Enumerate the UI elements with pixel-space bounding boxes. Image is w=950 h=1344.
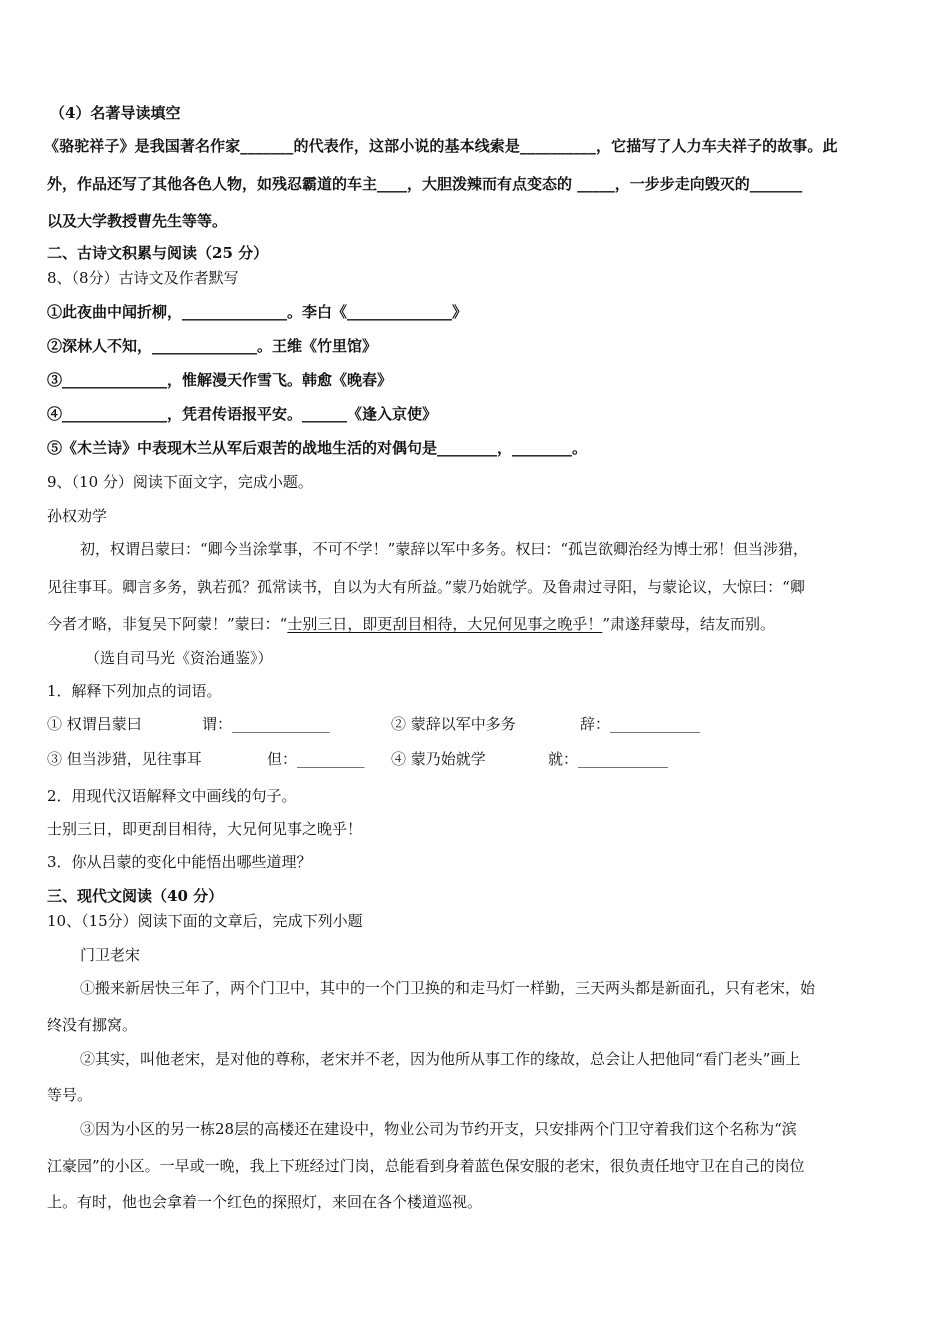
- q9-word-1-phrase: ① 权谓吕蒙曰: [47, 715, 142, 733]
- q9-word-3-blank: 但：_________: [267, 750, 365, 768]
- reading-fill-line-1: 《骆驼祥子》是我国著名作家_______的代表作，这部小说的基本线索是__________，它描写了人力车夫祥子的故事。此: [44, 137, 838, 155]
- reading-fill-line-3: 以及大学教授曹先生等等。: [47, 212, 228, 230]
- q10-p3-line-3: 上。有时，他也会拿着一个红色的探照灯，来回在各个楼道巡视。: [47, 1193, 483, 1211]
- q8-item-5: ⑤《木兰诗》中表现木兰从军后艰苦的战地生活的对偶句是________，________。: [47, 439, 588, 457]
- q10-p2-line-1: ②其实，叫他老宋，是对他的尊称，老宋并不老，因为他所从事工作的缘故，总会让人把他同“看门老头”画上: [80, 1050, 801, 1068]
- q9-sub-1: 1．解释下列加点的词语。: [47, 682, 222, 700]
- q9-word-1-blank: 谓：_____________: [202, 715, 330, 733]
- q10-p2-line-2: 等号。: [47, 1086, 93, 1104]
- q9-title: 9、（10 分）阅读下面文字，完成小题。: [47, 473, 313, 491]
- q10-passage-title: 门卫老宋: [80, 946, 141, 964]
- q10-p3-line-2: 江豪园”的小区。一早或一晚，我上下班经过门岗，总能看到身着蓝色保安服的老宋，很负责任地守卫在自己的岗位: [47, 1157, 805, 1175]
- q9-passage-title: 孙权劝学: [47, 507, 108, 525]
- q9-underlined-sentence: 士别三日，即更刮目相待，大兄何见事之晚乎！: [287, 615, 603, 633]
- q8-item-2: ②深林人不知，______________。王维《竹里馆》: [47, 337, 378, 355]
- q9-passage-line-3: [47, 614, 775, 634]
- q8-item-4: ④______________，凭君传语报平安。______《逢入京使》: [47, 405, 438, 423]
- q9-sub-3: 3．你从吕蒙的变化中能悟出哪些道理？: [47, 853, 312, 871]
- q9-sub-2: 2．用现代汉语解释文中画线的句子。: [47, 787, 297, 805]
- q8-item-3: ③______________，惟解漫天作雪飞。韩愈《晚春》: [47, 371, 393, 389]
- q8-item-1: ①此夜曲中闻折柳，______________。李白《______________》: [47, 303, 468, 321]
- q9-sub-2-sentence: 士别三日，即更刮目相待，大兄何见事之晚乎！: [47, 820, 363, 838]
- q9-word-3-phrase: ③ 但当涉猎，见往事耳: [47, 750, 202, 768]
- q9-passage-line-3-end: ”肃遂拜蒙母，结友而别。: [602, 615, 776, 633]
- q9-word-4-blank: 就：____________: [548, 750, 669, 768]
- reading-fill-heading: （4）名著导读填空: [50, 104, 181, 122]
- q9-word-2-blank: 辞：____________: [580, 715, 701, 733]
- q10-p1-line-2: 终没有挪窝。: [47, 1016, 138, 1034]
- section-3-title: 三、现代文阅读（40 分）: [47, 887, 224, 905]
- q9-source: （选自司马光《资治通鉴》）: [85, 649, 273, 667]
- reading-fill-line-2: 外，作品还写了其他各色人物，如残忍霸道的车主____，大胆泼辣而有点变态的 _____，一步步走向毁灭的_______: [47, 175, 803, 193]
- q9-passage-line-2: 见往事耳。卿言多务，孰若孤？孤常读书，自以为大有所益。”蒙乃始就学。及鲁肃过寻阳，与蒙论议，大惊曰：“卿: [47, 578, 805, 596]
- section-2-title: 二、古诗文积累与阅读（25 分）: [47, 244, 269, 262]
- q10-p1-line-1: ①搬来新居快三年了，两个门卫中，其中的一个门卫换的和走马灯一样勤，三天两头都是新面孔，只有老宋，始: [80, 979, 816, 997]
- q10-title: 10、（15分）阅读下面的文章后，完成下列小题: [47, 912, 363, 930]
- q9-word-2-phrase: ② 蒙辞以军中多务: [391, 715, 516, 733]
- q9-word-4-phrase: ④ 蒙乃始就学: [391, 750, 486, 768]
- q9-passage-line-1: 初，权谓吕蒙曰：“卿今当涂掌事，不可不学！”蒙辞以军中多务。权曰：“孤岂欲卿治经为博士邪！但当涉猎，: [80, 540, 809, 558]
- q9-passage-line-3-start: 今者才略，非复吴下阿蒙！”蒙曰：“: [47, 615, 288, 633]
- q10-p3-line-1: ③因为小区的另一栋28层的高楼还在建设中，物业公司为节约开支，只安排两个门卫守着我们这个名称为“滨: [80, 1120, 797, 1138]
- q8-title: 8、（8分）古诗文及作者默写: [47, 269, 239, 287]
